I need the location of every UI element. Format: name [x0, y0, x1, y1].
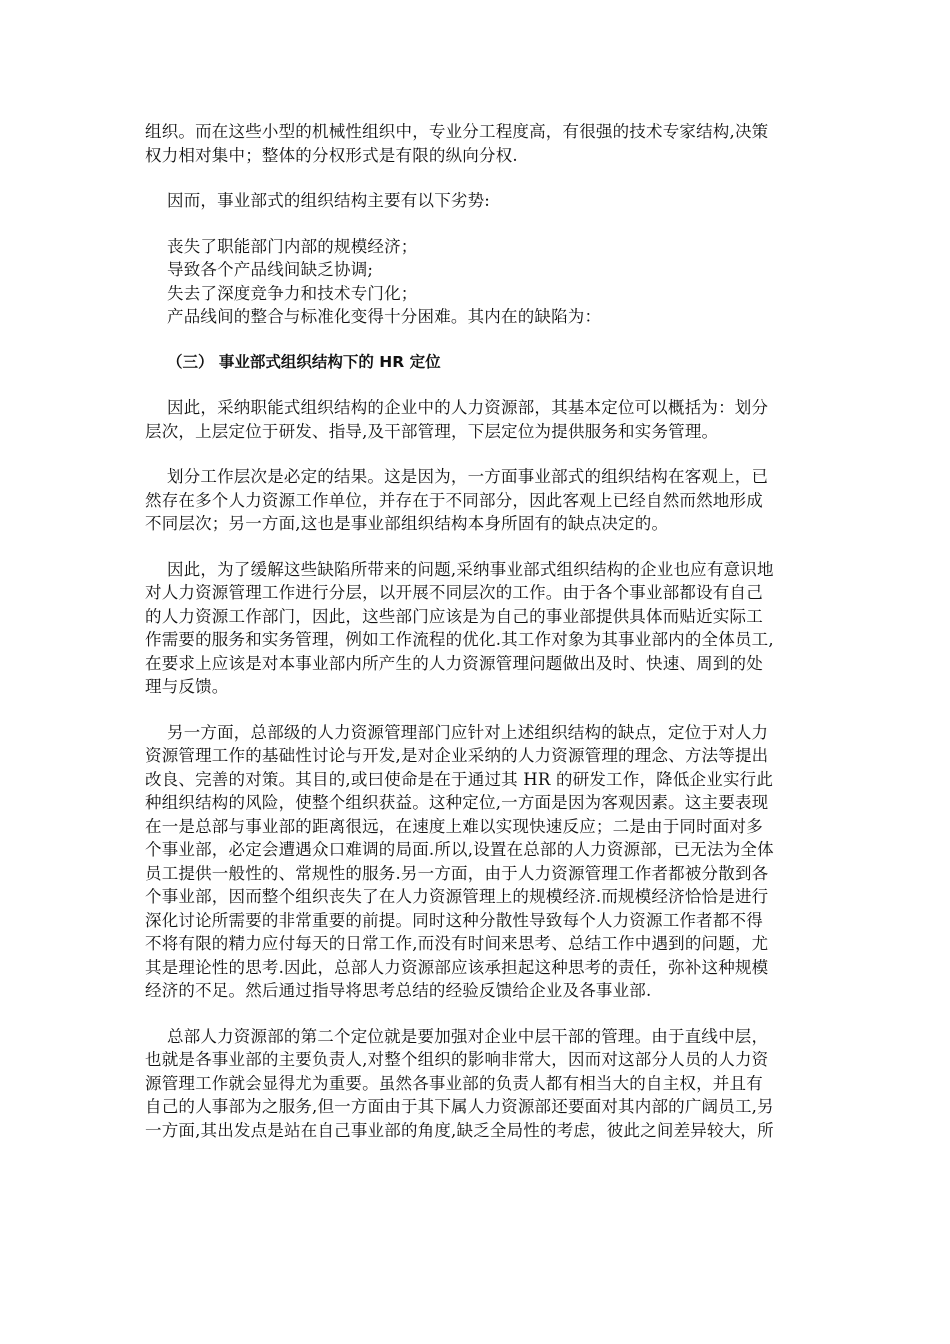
text-line: 层次，上层定位于研发、指导,及干部管理，下层定位为提供服务和实务管理。 — [145, 421, 719, 441]
text-line: 然存在多个人力资源工作单位，并存在于不同部分，因此客观上已经自然而然地形成 — [145, 490, 763, 510]
text-line: 不将有限的精力应付每天的日常工作,而没有时间来思考、总结工作中遇到的问题，尤 — [145, 934, 769, 953]
text-line: 作需要的服务和实务管理，例如工作流程的优化.其工作对象为其事业部内的全体员工, — [145, 630, 774, 649]
paragraph-7 — [145, 1025, 807, 1143]
text-line: 不同层次；另一方面,这也是事业部组织结构本身所固有的缺点决定的。 — [145, 514, 669, 533]
text-line: 因此，为了缓解这些缺陷所带来的问题,采纳事业部式组织结构的企业也应有意识地 — [167, 559, 774, 579]
text-line: 因此，采纳职能式组织结构的企业中的人力资源部，其基本定位可以概括为：划分 — [167, 398, 769, 417]
text-line: 也就是各事业部的主要负责人,对整个组织的影响非常大，因而对这部分人员的人力资 — [145, 1050, 769, 1069]
text-line: 另一方面，总部级的人力资源管理部门应针对上述组织结构的缺点，定位于对人力 — [167, 722, 769, 742]
paragraph-5 — [145, 558, 807, 699]
text-line: 经济的不足。然后通过指导将思考总结的经验反馈给企业及各事业部. — [145, 981, 652, 1000]
disadvantage-list — [145, 235, 807, 329]
list-item: 产品线间的整合与标准化变得十分困难。其内在的缺陷为： — [167, 307, 602, 326]
text-line: 深化讨论所需要的非常重要的前提。同时这种分散性导致每个人力资源工作者都不得 — [145, 910, 763, 930]
paragraph-4 — [145, 465, 807, 536]
text-line: 员工提供一般性的、常规性的服务.另一方面，由于人力资源管理工作者都被分散到各 — [145, 863, 769, 883]
text-line: 对人力资源管理工作进行分层，以开展不同层次的工作。由于各个事业部都设有自己 — [145, 583, 763, 602]
paragraph-6 — [145, 721, 807, 1003]
list-item: 导致各个产品线间缺乏协调; — [167, 260, 374, 279]
paragraph-3 — [145, 396, 807, 443]
section-heading: （三） 事业部式组织结构下的 HR 定位 — [167, 352, 441, 371]
paragraph-2: 因而，事业部式的组织结构主要有以下劣势: — [167, 191, 491, 210]
text-line: 种组织结构的风险，使整个组织获益。这种定位,一方面是因为客观因素。这主要表现 — [145, 793, 769, 812]
text-line: 权力相对集中；整体的分权形式是有限的纵向分权. — [145, 145, 518, 165]
list-item: 失去了深度竞争力和技术专门化； — [167, 283, 418, 303]
text-line: 组织。而在这些小型的机械性组织中，专业分工程度高，有很强的技术专家结构,决策 — [145, 122, 769, 141]
text-line: 的人力资源工作部门，因此，这些部门应该是为自己的事业部提供具体而贴近实际工 — [145, 606, 763, 626]
text-line: 个事业部，必定会遭遇众口难调的局面.所以,设置在总部的人力资源部，已无法为全体 — [145, 840, 774, 859]
text-line: 个事业部，因而整个组织丧失了在人力资源管理上的规模经济.而规模经济恰恰是进行 — [145, 887, 769, 906]
text-line: 在一是总部与事业部的距离很远，在速度上难以实现快速反应；二是由于同时面对多 — [145, 816, 763, 836]
text-line: 改良、完善的对策。其目的,或曰使命是在于通过其 HR 的研发工作，降低企业实行此 — [145, 769, 774, 789]
text-line: 理与反馈。 — [145, 677, 229, 696]
text-line: 在要求上应该是对本事业部内所产生的人力资源管理问题做出及时、快速、周到的处 — [145, 653, 763, 673]
document-body — [145, 120, 807, 1164]
text-line: 一方面,其出发点是站在自己事业部的角度,缺乏全局性的考虑，彼此之间差异较大，所 — [145, 1120, 774, 1140]
text-line: 划分工作层次是必定的结果。这是因为，一方面事业部式的组织结构在客观上，已 — [167, 467, 769, 486]
text-line: 资源管理工作的基础性讨论与开发,是对企业采纳的人力资源管理的理念、方法等提出 — [145, 746, 769, 765]
text-line: 自己的人事部为之服务,但一方面由于其下属人力资源部还要面对其内部的广阔员工,另 — [145, 1097, 774, 1116]
text-line: 总部人力资源部的第二个定位就是要加强对企业中层干部的管理。由于直线中层， — [167, 1026, 769, 1046]
text-line: 源管理工作就会显得尤为重要。虽然各事业部的负责人都有相当大的自主权，并且有 — [145, 1073, 763, 1093]
paragraph-1 — [145, 120, 807, 167]
list-item: 丧失了职能部门内部的规模经济； — [167, 236, 418, 256]
text-line: 其是理论性的思考.因此，总部人力资源部应该承担起这种思考的责任，弥补这种规模 — [145, 957, 769, 977]
